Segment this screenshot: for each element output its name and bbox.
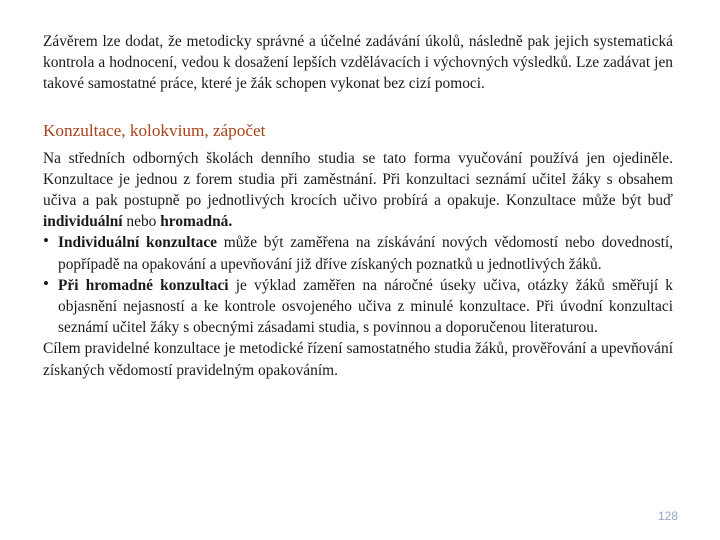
bullet-group-text: je výklad zaměřen na náročné úseky učiva, otázky žáků směřují k objasnění nejasností a ke kontrole osvojeného učiva z minulé konzultace. Při úvodní konzultaci seznámí učitel žáky s obecnými zásadami studia, s povinnou a doporučenou literaturou. [58, 276, 674, 337]
bullet-dot-icon: • [43, 273, 49, 293]
intro-paragraph: Závěrem lze dodat, že metodicky správné a účelné zadávání úkolů, následně pak jejich systematická kontrola a hodnocení, vedou k dosažení lepších vzdělávacích i výchovných výsledků. Lze zadávat jen takové samostatné práce, které je žák schopen vykonat bez cizí pomoci. [43, 33, 673, 93]
bullet-individual-text: může být zaměřena na získávání nových vědomostí nebo dovedností, popřípadě na opakování a upevňování již dříve získaných poznatků u jednotlivých žáků. [58, 234, 674, 273]
bullet-group [43, 275, 673, 339]
term-individual: individuální [43, 213, 123, 231]
term-group: hromadná. [160, 213, 233, 231]
bullet-group-term: Při hromadné konzultaci [58, 276, 229, 294]
bullet-dot-icon: • [43, 231, 49, 251]
document-body [43, 31, 673, 381]
section-heading: Konzultace, kolokvium, zápočet [43, 120, 266, 140]
connector-text: nebo [122, 213, 161, 231]
page-number: 128 [657, 509, 678, 523]
bullet-individual [43, 232, 673, 274]
conclusion-paragraph: Cílem pravidelné konzultace je metodické řízení samostatného studia žáků, prověřování a upevňování získaných vědomostí pravidelným opakováním. [43, 340, 673, 379]
consultation-paragraph [43, 148, 673, 233]
consultation-text: Na středních odborných školách denního studia se tato forma vyučování používá jen ojediněle. Konzultace je jednou z forem studia při zaměstnání. Při konzultaci seznámí učitel žáky s obsahem učiva a pak postupně po jednotlivých krocích učivo probírá a opakuje. Konzultace může být buď [43, 149, 673, 210]
bullet-individual-term: Individuální konzultace [58, 234, 217, 252]
